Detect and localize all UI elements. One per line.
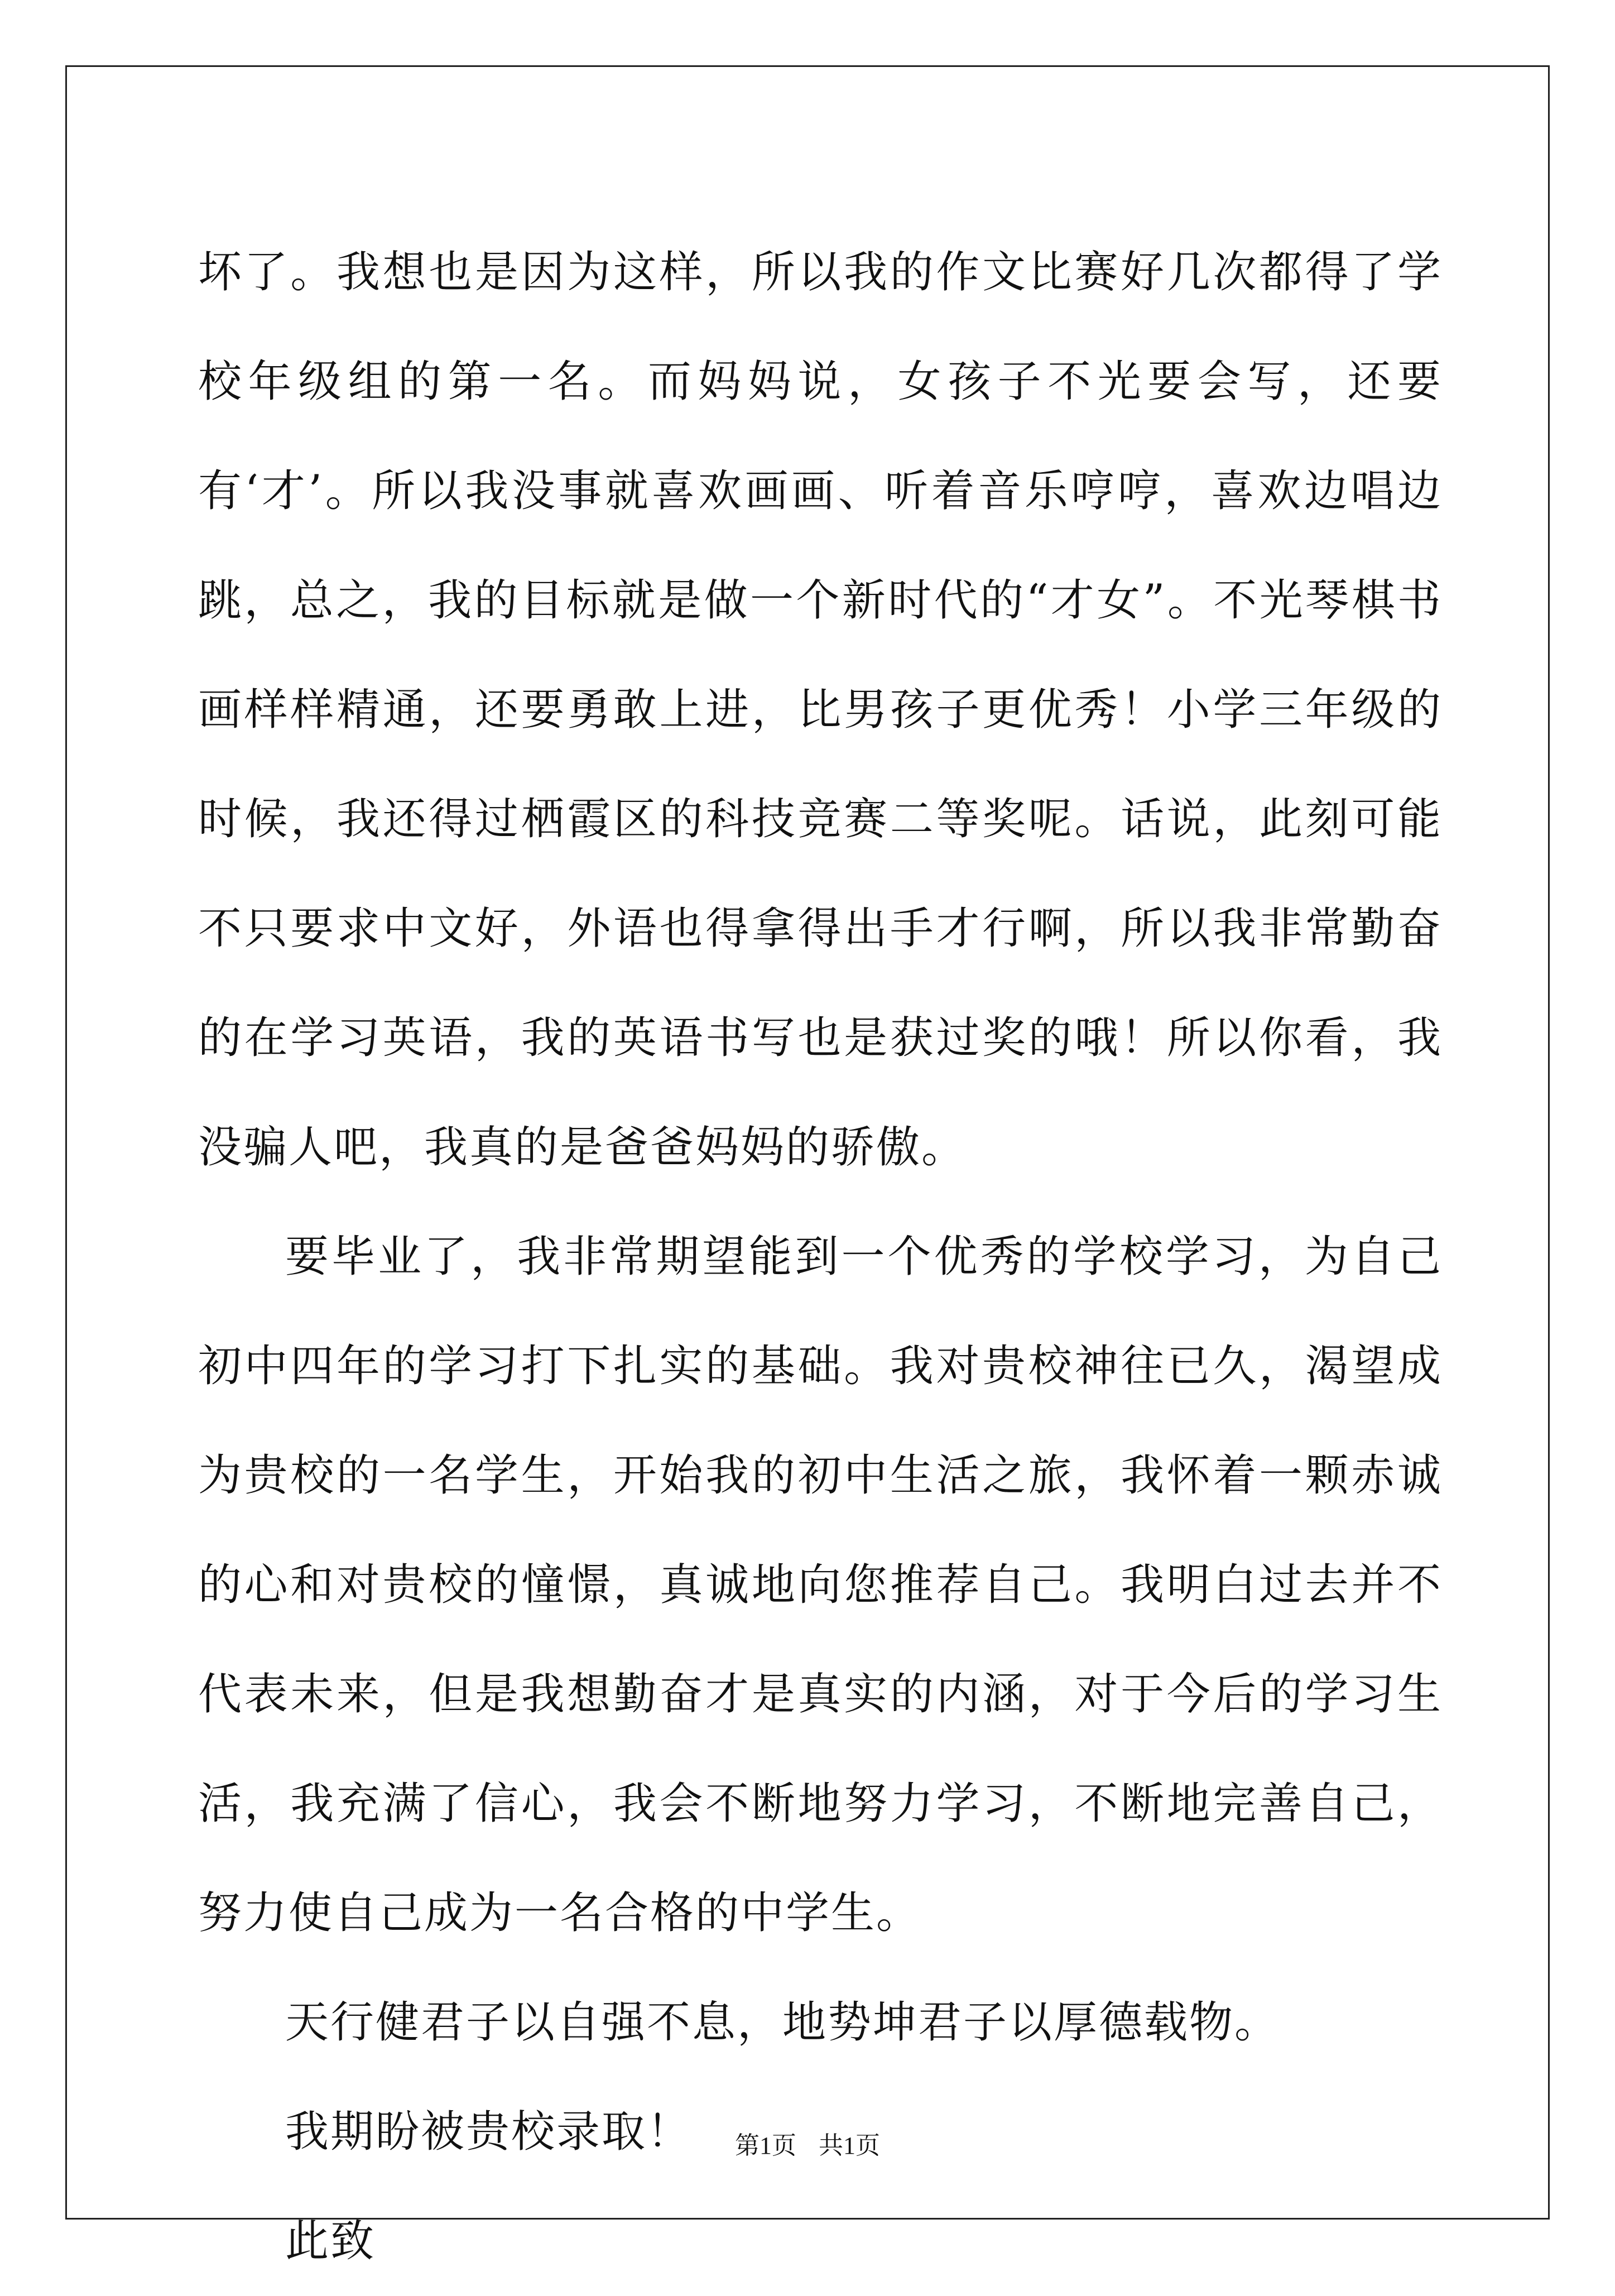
paragraph-2: 要毕业了，我非常期望能到一个优秀的学校学习，为自己初中四年的学习打下扎实的基础。我对贵校神往已久，渴望成为贵校的一名学生，开始我的初中生活之旅，我怀着一颗赤诚的心和对贵校的憧憬，真诚地向您推荐自己。我明白过去并不代表未来，但是我想勤奋才是真实的内涵，对于今后的学习生活，我充满了信心，我会不断地努力学习，不断地完善自己，努力使自己成为一名合格的中学生。: [198, 1232, 1443, 1938]
page-number-total: 共1页: [819, 2132, 880, 2159]
document-body: [198, 218, 1443, 2296]
page-footer: [0, 2129, 1615, 2163]
paragraph-3: 天行健君子以自强不息，地势坤君子以厚德载物。: [285, 1997, 1280, 2048]
page-number-current: 第1页: [735, 2132, 796, 2159]
paragraph-4: 我期盼被贵校录取！: [285, 2107, 693, 2157]
paragraph-1: 坏了。我想也是因为这样，所以我的作文比赛好几次都得了学校年级组的第一名。而妈妈说，女孩子不光要会写，还要有‘才’。所以我没事就喜欢画画、听着音乐哼哼，喜欢边唱边跳，总之，我的目标就是做一个新时代的“才女”。不光琴棋书画样样精通，还要勇敢上进，比男孩子更优秀！小学三年级的时候，我还得过栖霞区的科技竞赛二等奖呢。话说，此刻可能不只要求中文好，外语也得拿得出手才行啊，所以我非常勤奋的在学习英语，我的英语书写也是获过奖的哦！所以你看，我没骗人吧，我真的是爸爸妈妈的骄傲。: [198, 247, 1443, 1173]
paragraph-closing: 此致: [285, 2216, 376, 2266]
